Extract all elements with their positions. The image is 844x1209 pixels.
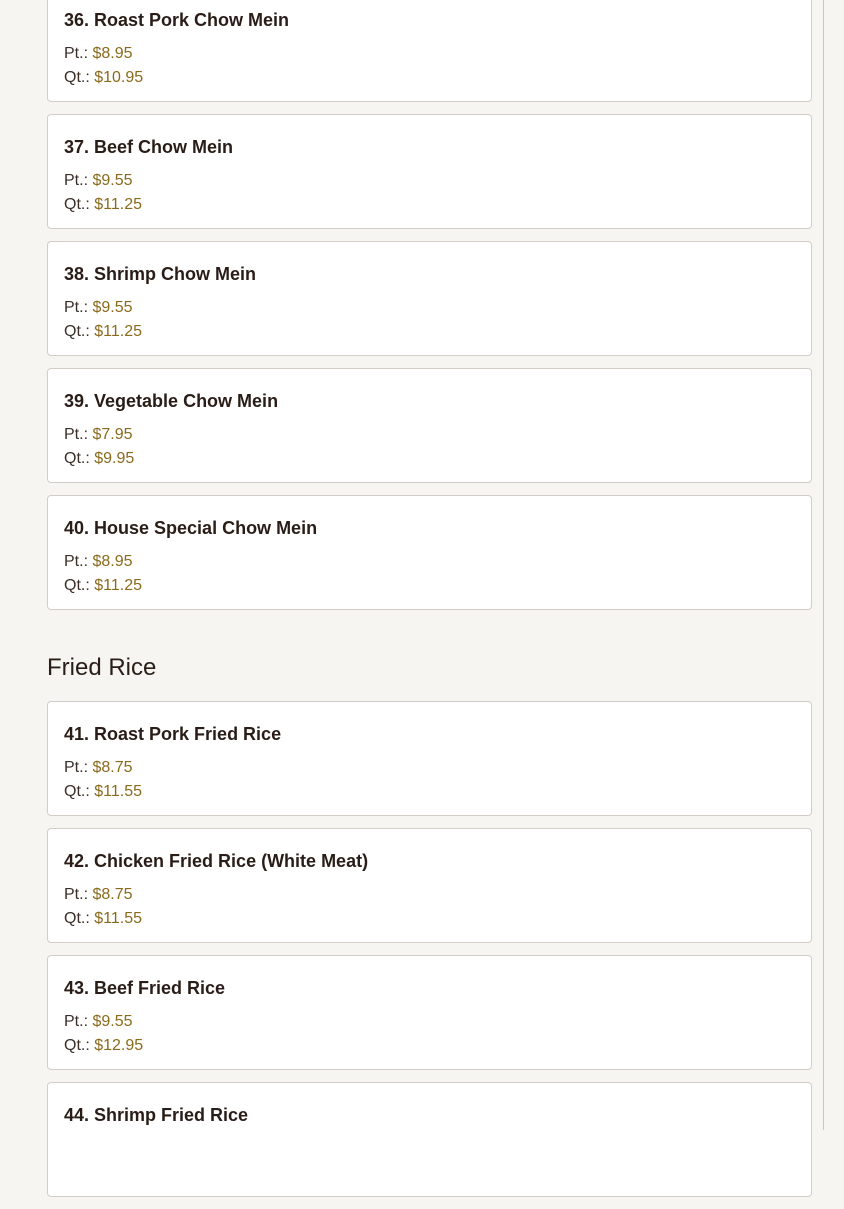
price-quart-label: Qt.: — [64, 577, 90, 594]
price-pint-value: $8.95 — [92, 45, 133, 62]
menu-item-name: 39. Vegetable Chow Mein — [64, 391, 279, 411]
menu-item-card[interactable] — [47, 241, 812, 356]
price-pint — [64, 756, 795, 780]
price-quart-label: Qt.: — [64, 69, 90, 86]
price-pint-label: Pt.: — [64, 45, 89, 62]
price-quart-label: Qt.: — [64, 323, 90, 340]
menu-item-name: 38. Shrimp Chow Mein — [64, 264, 257, 284]
price-quart — [64, 907, 795, 931]
menu-item-card[interactable] — [47, 955, 812, 1070]
menu-item-name: 36. Roast Pork Chow Mein — [64, 10, 290, 30]
menu-item-card[interactable] — [47, 0, 812, 102]
price-pint-value: $9.55 — [92, 299, 133, 316]
price-quart-value: $11.25 — [94, 323, 142, 340]
price-pint — [64, 550, 795, 574]
price-quart-value: $11.25 — [94, 577, 142, 594]
menu-item-card[interactable] — [47, 368, 812, 483]
menu-item-card[interactable] — [47, 828, 812, 943]
price-pint-label: Pt.: — [64, 426, 89, 443]
menu-item-name: 44. Shrimp Fried Rice — [64, 1105, 249, 1125]
price-quart-label: Qt.: — [64, 910, 90, 927]
price-pint-label: Pt.: — [64, 553, 89, 570]
price-pint — [64, 423, 795, 447]
price-quart — [64, 574, 795, 598]
price-quart — [64, 193, 795, 217]
menu-item-name: 43. Beef Fried Rice — [64, 978, 226, 998]
price-quart — [64, 320, 795, 344]
price-pint-value: $8.75 — [92, 759, 133, 776]
price-quart — [64, 66, 795, 90]
price-quart-value: $11.55 — [94, 910, 142, 927]
price-quart — [64, 780, 795, 804]
menu-item-name: 37. Beef Chow Mein — [64, 137, 234, 157]
section-heading: Fried Rice — [47, 654, 157, 681]
price-pint-label: Pt.: — [64, 886, 89, 903]
price-pint — [64, 1010, 795, 1034]
menu-item-name: 40. House Special Chow Mein — [64, 518, 318, 538]
price-pint-label: Pt.: — [64, 1013, 89, 1030]
price-pint — [64, 883, 795, 907]
menu-item-card[interactable] — [47, 495, 812, 610]
price-quart-value: $11.25 — [94, 196, 142, 213]
page-right-border — [823, 0, 824, 1130]
menu-item-name: 42. Chicken Fried Rice (White Meat) — [64, 851, 369, 871]
price-pint — [64, 296, 795, 320]
menu-section-chow-mein — [47, 0, 812, 610]
price-quart-value: $11.55 — [94, 783, 142, 800]
price-pint-label: Pt.: — [64, 759, 89, 776]
price-quart — [64, 1034, 795, 1058]
price-quart-value: $12.95 — [94, 1037, 144, 1054]
menu-content — [47, 0, 812, 1209]
price-pint — [64, 169, 795, 193]
menu-item-card[interactable] — [47, 701, 812, 816]
menu-item-card[interactable] — [47, 114, 812, 229]
menu-section-fried-rice — [47, 622, 812, 1197]
price-quart-label: Qt.: — [64, 196, 90, 213]
menu-item-card[interactable] — [47, 1082, 812, 1197]
price-pint-value: $9.55 — [92, 172, 133, 189]
price-quart-label: Qt.: — [64, 1037, 90, 1054]
price-quart-label: Qt.: — [64, 783, 90, 800]
price-pint-value: $8.75 — [92, 886, 133, 903]
price-quart-value: $9.95 — [94, 450, 135, 467]
price-pint-value: $8.95 — [92, 553, 133, 570]
price-quart — [64, 447, 795, 471]
price-pint-value: $7.95 — [92, 426, 133, 443]
price-quart-label: Qt.: — [64, 450, 90, 467]
price-pint-label: Pt.: — [64, 172, 89, 189]
price-pint — [64, 42, 795, 66]
price-quart-value: $10.95 — [94, 69, 144, 86]
price-pint-value: $9.55 — [92, 1013, 133, 1030]
price-pint-label: Pt.: — [64, 299, 89, 316]
menu-item-name: 41. Roast Pork Fried Rice — [64, 724, 282, 744]
